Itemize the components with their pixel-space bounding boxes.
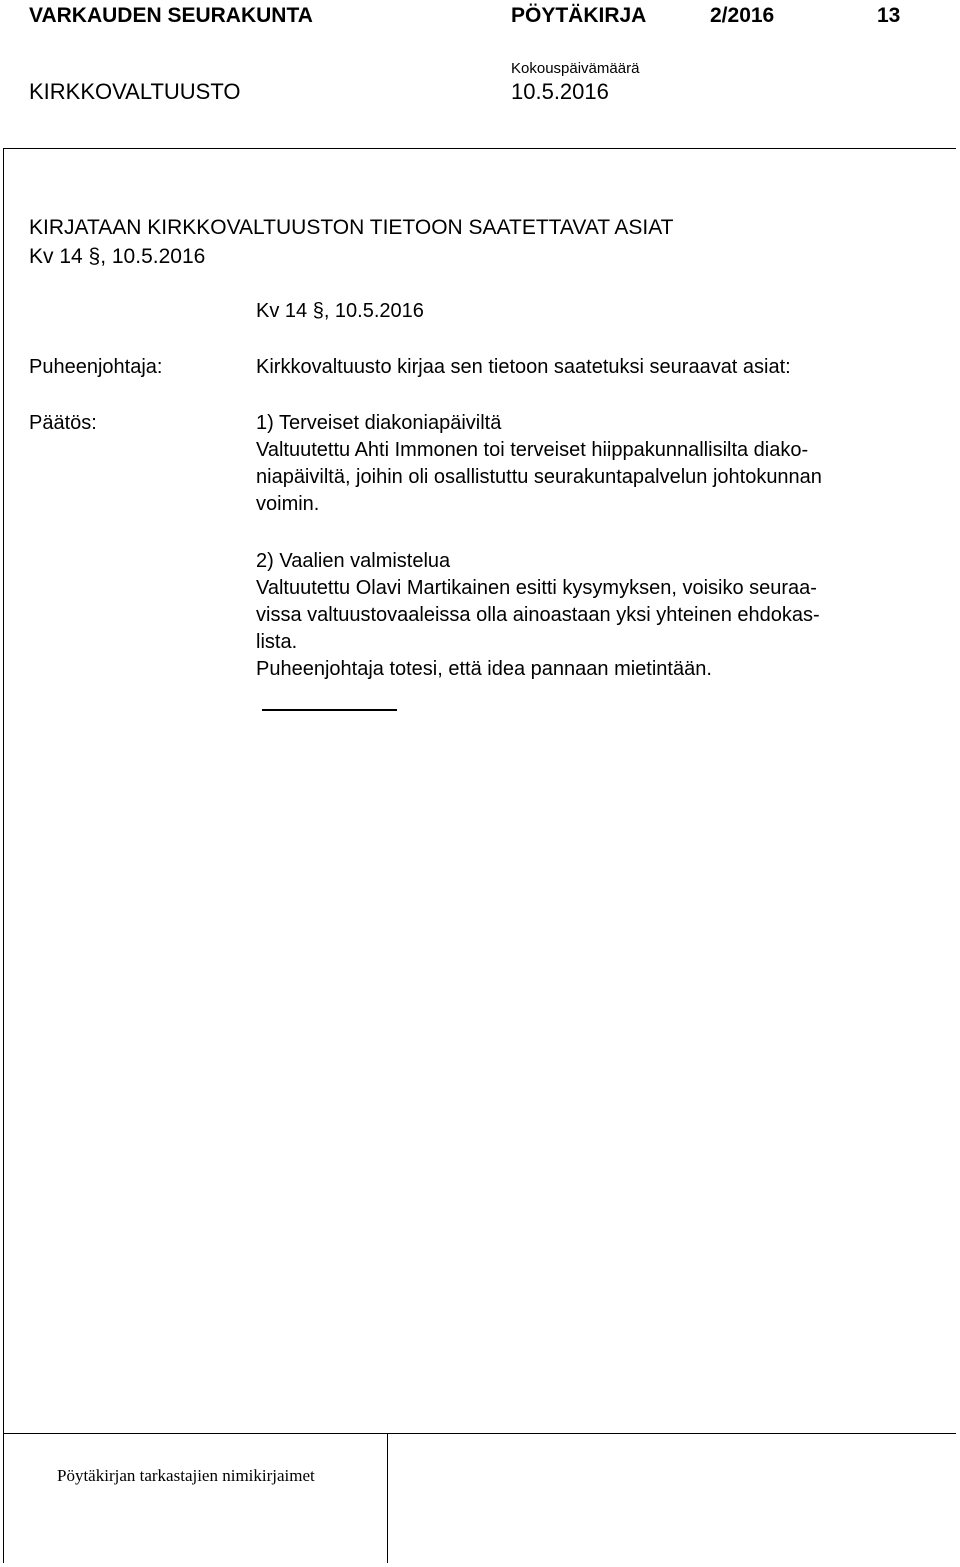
item-2-line: vissa valtuustovaaleissa olla ainoastaan yksi yhteinen ehdokas- [256, 604, 820, 626]
footer-top-border [3, 1433, 956, 1434]
governing-body: KIRKKOVALTUUSTO [29, 79, 241, 104]
chair-label: Puheenjohtaja: [29, 356, 163, 378]
decision-item-1 [256, 410, 946, 518]
item-2-line: lista. [256, 631, 298, 653]
frame-left-border [3, 148, 4, 1563]
decision-label: Päätös: [29, 412, 97, 434]
item-2-line: Valtuutettu Olavi Martikainen esitti kysymyksen, voisiko seuraa- [256, 577, 817, 599]
document-number: 2/2016 [710, 4, 775, 27]
end-rule [262, 709, 397, 711]
decision-item-2 [256, 548, 946, 683]
footer-divider [387, 1433, 388, 1563]
item-1-line: voimin. [256, 493, 320, 515]
frame-top-border [3, 148, 956, 149]
document-type: PÖYTÄKIRJA [511, 4, 647, 27]
section-title: KIRJATAAN KIRKKOVALTUUSTON TIETOON SAATETTAVAT ASIAT [29, 216, 674, 239]
date-label: Kokouspäivämäärä [511, 60, 640, 77]
item-1-heading: 1) Terveiset diakoniapäiviltä [256, 412, 502, 434]
item-reference: Kv 14 §, 10.5.2016 [256, 300, 424, 322]
signatures-label: Pöytäkirjan tarkastajien nimikirjaimet [57, 1466, 315, 1485]
item-2-line: Puheenjohtaja totesi, että idea pannaan mietintään. [256, 658, 712, 680]
item-2-heading: 2) Vaalien valmistelua [256, 550, 451, 572]
item-1-line: Valtuutettu Ahti Immonen toi terveiset hiippakunnallisilta diako- [256, 439, 809, 461]
organization-name: VARKAUDEN SEURAKUNTA [29, 4, 313, 27]
item-1-line: niapäiviltä, joihin oli osallistuttu seurakuntapalvelun johtokunnan [256, 466, 822, 488]
meeting-date: 10.5.2016 [511, 79, 609, 104]
chair-proposal: Kirkkovaltuusto kirjaa sen tietoon saatetuksi seuraavat asiat: [256, 356, 791, 378]
page-number: 13 [877, 4, 901, 27]
section-reference: Kv 14 §, 10.5.2016 [29, 245, 206, 268]
